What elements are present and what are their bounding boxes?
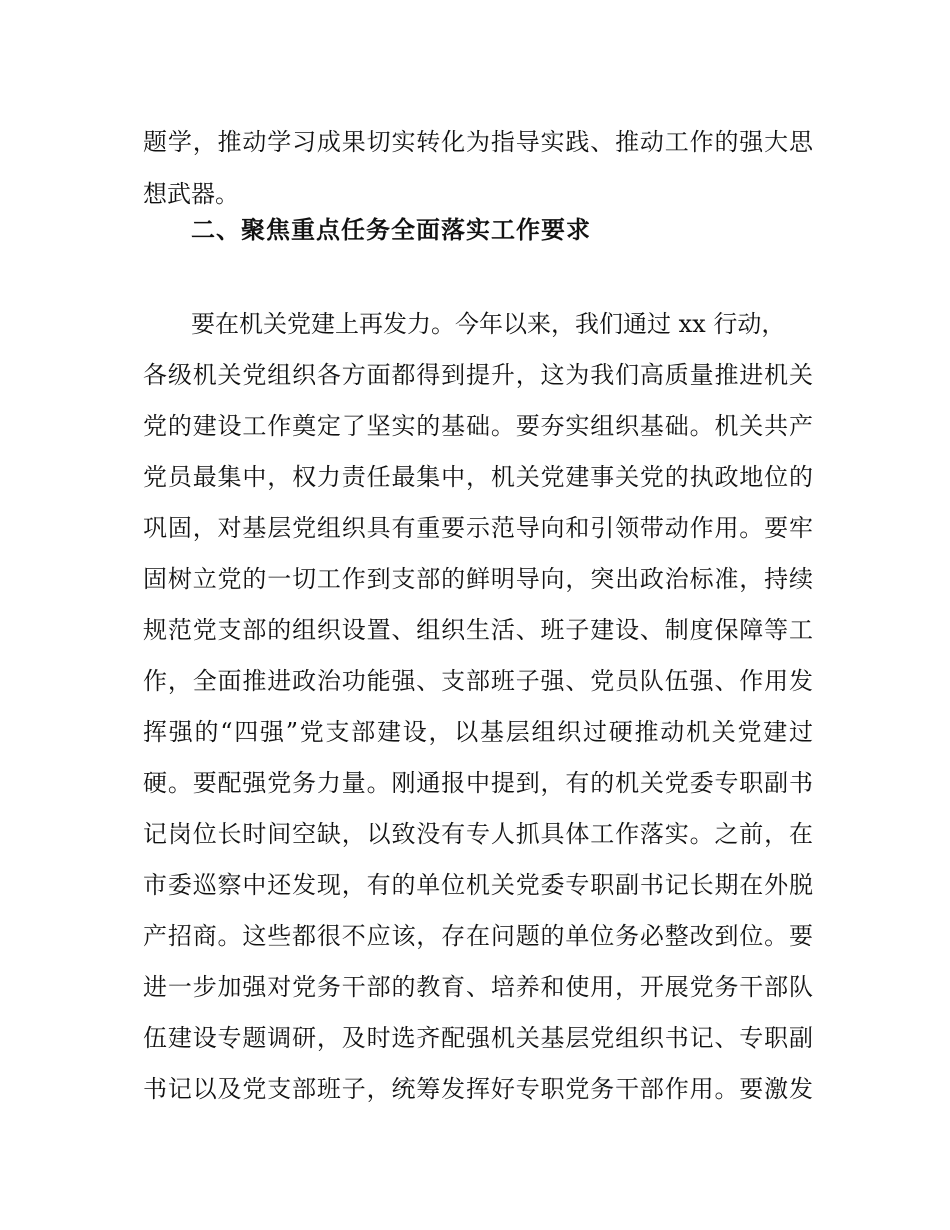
body-text-line: 硬。要配强党务力量。刚通报中提到，有的机关党委专职副书 <box>143 769 813 797</box>
section-heading: 二、聚焦重点任务全面落实工作要求 <box>191 216 591 244</box>
body-text-line: 伍建设专题调研，及时选齐配强机关基层党组织书记、专职副 <box>143 1024 813 1052</box>
body-text-line: 固树立党的一切工作到支部的鲜明导向，突出政治标准，持续 <box>143 565 813 593</box>
body-text-line: 巩固，对基层党组织具有重要示范导向和引领带动作用。要牢 <box>143 514 813 542</box>
body-text-line: 书记以及党支部班子，统筹发挥好专职党务干部作用。要激发 <box>143 1075 813 1103</box>
body-text-line: 想武器。 <box>143 180 239 208</box>
body-text-line: 进一步加强对党务干部的教育、培养和使用，开展党务干部队 <box>143 973 813 1001</box>
body-text-line: 挥强的“四强”党支部建设，以基层组织过硬推动机关党建过 <box>143 718 813 746</box>
body-text-line: 党员最集中，权力责任最集中，机关党建事关党的执政地位的 <box>143 463 813 491</box>
body-text-line: 党的建设工作奠定了坚实的基础。要夯实组织基础。机关共产 <box>143 412 813 440</box>
body-text-line: 产招商。这些都很不应该，存在问题的单位务必整改到位。要 <box>143 922 813 950</box>
body-text-line: 作，全面推进政治功能强、支部班子强、党员队伍强、作用发 <box>143 667 813 695</box>
paragraph-first-line: 要在机关党建上再发力。今年以来，我们通过 xx 行动， <box>191 310 786 338</box>
body-text-line: 各级机关党组织各方面都得到提升，这为我们高质量推进机关 <box>143 361 813 389</box>
body-text-line: 规范党支部的组织设置、组织生活、班子建设、制度保障等工 <box>143 616 813 644</box>
body-text-line: 市委巡察中还发现，有的单位机关党委专职副书记长期在外脱 <box>143 871 813 899</box>
body-text-line: 题学，推动学习成果切实转化为指导实践、推动工作的强大思 <box>143 128 813 156</box>
body-text-line: 记岗位长时间空缺，以致没有专人抓具体工作落实。之前，在 <box>143 820 813 848</box>
